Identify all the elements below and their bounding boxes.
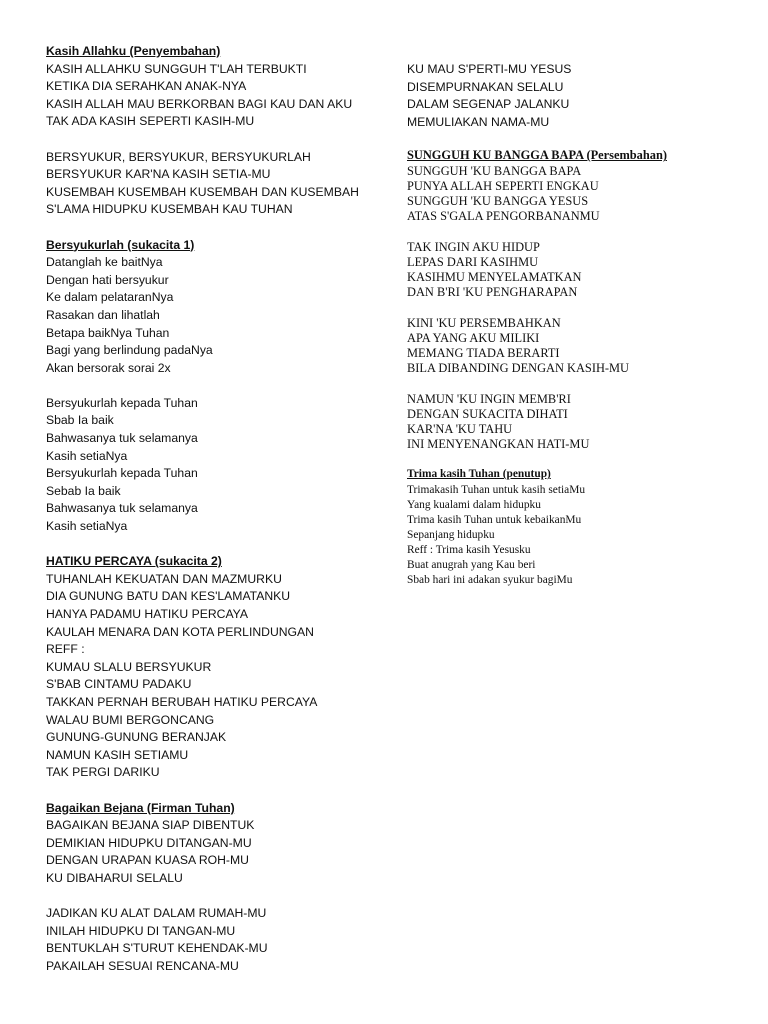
song-title: HATIKU PERCAYA (sukacita 2) (46, 554, 222, 569)
right-column (407, 61, 737, 588)
lyric-line (46, 888, 386, 906)
lyric-line: KU MAU S'PERTI-MU YESUS (407, 62, 572, 76)
lyric-line: Sepanjang hidupku (407, 528, 495, 541)
lyric-line: NAMUN 'KU INGIN MEMB'RI (407, 391, 571, 406)
lyric-line: DISEMPURNAKAN SELALU (407, 79, 564, 94)
lyric-line: Kasih setiaNya (46, 448, 128, 463)
lyric-line: Trima kasih Tuhan untuk kebaikanMu (407, 513, 582, 526)
lyric-line: DENGAN SUKACITA DIHATI (407, 406, 568, 421)
lyric-line: PUNYA ALLAH SEPERTI ENGKAU (407, 178, 599, 193)
song-block (46, 800, 386, 976)
lyric-line: KASIHMU MENYELAMATKAN (407, 270, 582, 284)
lyric-line: Bagi yang berlindung padaNya (46, 343, 213, 358)
lyric-line: JADIKAN KU ALAT DALAM RUMAH-MU (46, 906, 267, 921)
lyric-line: INILAH HIDUPKU DI TANGAN-MU (46, 923, 236, 938)
lyric-line: DALAM SEGENAP JALANKU (407, 97, 570, 112)
song-title: Trima kasih Tuhan (penutup) (407, 468, 551, 481)
lyric-line: KETIKA DIA SERAHKAN ANAK-NYA (46, 79, 247, 94)
lyric-line: Akan bersorak sorai 2x (46, 360, 171, 375)
lyric-line: KASIH ALLAH MAU BERKORBAN BAGI KAU DAN AKU (46, 96, 353, 111)
lyric-line: Yang kualami dalam hidupku (407, 498, 541, 511)
lyric-line: Bahwasanya tuk selamanya (46, 431, 198, 446)
lyric-line: TAKKAN PERNAH BERUBAH HATIKU PERCAYA (46, 694, 318, 709)
song-block (46, 237, 386, 536)
lyric-line: Sebab Ia baik (46, 483, 121, 498)
lyric-line: BAGAIKAN BEJANA SIAP DIBENTUK (46, 818, 255, 833)
song-block (46, 553, 386, 782)
lyric-line: LEPAS DARI KASIHMU (407, 254, 539, 269)
lyric-line: S'BAB CINTAMU PADAKU (46, 677, 192, 692)
spacer (407, 452, 737, 467)
song-title: SUNGGUH KU BANGGA BAPA (Persembahan) (407, 148, 667, 163)
lyric-line: MEMULIAKAN NAMA-MU (407, 114, 550, 129)
lyric-line: DIA GUNUNG BATU DAN KES'LAMATANKU (46, 589, 291, 604)
spacer (46, 782, 386, 800)
song-trima-kasih-tuhan (407, 467, 737, 588)
lyric-line (46, 377, 386, 395)
lyric-line: Kasih setiaNya (46, 519, 128, 534)
spacer (46, 536, 386, 554)
lyric-line: KUSEMBAH KUSEMBAH KUSEMBAH DAN KUSEMBAH (46, 184, 359, 199)
lyric-line: APA YANG AKU MILIKI (407, 330, 540, 345)
lyric-line: Bersyukurlah kepada Tuhan (46, 466, 198, 481)
lyric-line: TAK PERGI DARIKU (46, 765, 160, 780)
lyric-line: Buat anugrah yang Kau beri (407, 559, 536, 571)
lyric-line: REFF : (46, 642, 85, 657)
lyric-line: Bersyukurlah kepada Tuhan (46, 395, 198, 410)
spacer (46, 219, 386, 237)
lyric-line: Sbab hari ini adakan syukur bagiMu (407, 574, 573, 587)
lyric-line: Betapa baikNya Tuhan (46, 325, 170, 340)
lyric-line: BILA DIBANDING DENGAN KASIH-MU (407, 361, 629, 376)
lyric-line: Datanglah ke baitNya (46, 255, 163, 270)
lyric-line (46, 131, 386, 149)
lyric-line: ATAS S'GALA PENGORBANANMU (407, 209, 600, 224)
lyric-line: NAMUN KASIH SETIAMU (46, 747, 189, 762)
lyric-line: TAK ADA KASIH SEPERTI KASIH-MU (46, 114, 255, 129)
spacer (407, 131, 737, 148)
lyric-line: KAR'NA 'KU TAHU (407, 422, 513, 437)
lyric-line: Trimakasih Tuhan untuk kasih setiaMu (407, 483, 586, 496)
left-column (46, 43, 386, 975)
lyric-line: TUHANLAH KEKUATAN DAN MAZMURKU (46, 571, 282, 586)
song-title: Bersyukurlah (sukacita 1) (46, 237, 195, 252)
lyric-line: DENGAN URAPAN KUASA ROH-MU (46, 853, 249, 868)
lyric-line: PAKAILAH SESUAI RENCANA-MU (46, 958, 239, 973)
lyric-line: HANYA PADAMU HATIKU PERCAYA (46, 607, 249, 621)
lyric-line: KINI 'KU PERSEMBAHKAN (407, 315, 561, 330)
lyric-line: DEMIKIAN HIDUPKU DITANGAN-MU (46, 835, 252, 850)
lyric-line (407, 376, 737, 391)
lyric-line: KAULAH MENARA DAN KOTA PERLINDUNGAN (46, 624, 314, 639)
lyric-line: GUNUNG-GUNUNG BERANJAK (46, 730, 227, 745)
lyric-line: SUNGGUH 'KU BANGGA BAPA (407, 163, 582, 178)
song-continuation (407, 61, 737, 131)
lyric-line: DAN B'RI 'KU PENGHARAPAN (407, 285, 578, 300)
lyric-line: S'LAMA HIDUPKU KUSEMBAH KAU TUHAN (46, 202, 293, 217)
lyric-line: KUMAU SLALU BERSYUKUR (46, 659, 212, 674)
lyric-line: WALAU BUMI BERGONCANG (46, 712, 215, 727)
lyric-line (407, 300, 737, 315)
lyric-line: Sbab Ia baik (46, 413, 114, 428)
lyric-line: MEMANG TIADA BERARTI (407, 346, 560, 361)
left-column-content (46, 43, 386, 975)
song-sungguh-ku-bangga-bapa (407, 148, 737, 452)
lyric-line: SUNGGUH 'KU BANGGA YESUS (407, 193, 589, 208)
lyric-line: BERSYUKUR KAR'NA KASIH SETIA-MU (46, 167, 271, 182)
lyric-line: KASIH ALLAHKU SUNGGUH T'LAH TERBUKTI (46, 61, 307, 76)
lyric-line: TAK INGIN AKU HIDUP (407, 239, 540, 254)
song-title: Bagaikan Bejana (Firman Tuhan) (46, 800, 235, 815)
lyric-line: INI MENYENANGKAN HATI-MU (407, 437, 590, 452)
lyric-line: Bahwasanya tuk selamanya (46, 501, 198, 516)
song-block (46, 43, 386, 219)
lyric-line: KU DIBAHARUI SELALU (46, 870, 183, 885)
song-title: Kasih Allahku (Penyembahan) (46, 44, 221, 58)
lyric-line: BENTUKLAH S'TURUT KEHENDAK-MU (46, 941, 268, 956)
lyric-line: Dengan hati bersyukur (46, 272, 169, 287)
lyric-line: Ke dalam pelataranNya (46, 290, 174, 305)
lyric-line: Rasakan dan lihatlah (46, 307, 160, 322)
lyric-line: Reff : Trima kasih Yesusku (407, 543, 531, 556)
lyric-line (407, 224, 737, 239)
lyric-line: BERSYUKUR, BERSYUKUR, BERSYUKURLAH (46, 149, 311, 164)
